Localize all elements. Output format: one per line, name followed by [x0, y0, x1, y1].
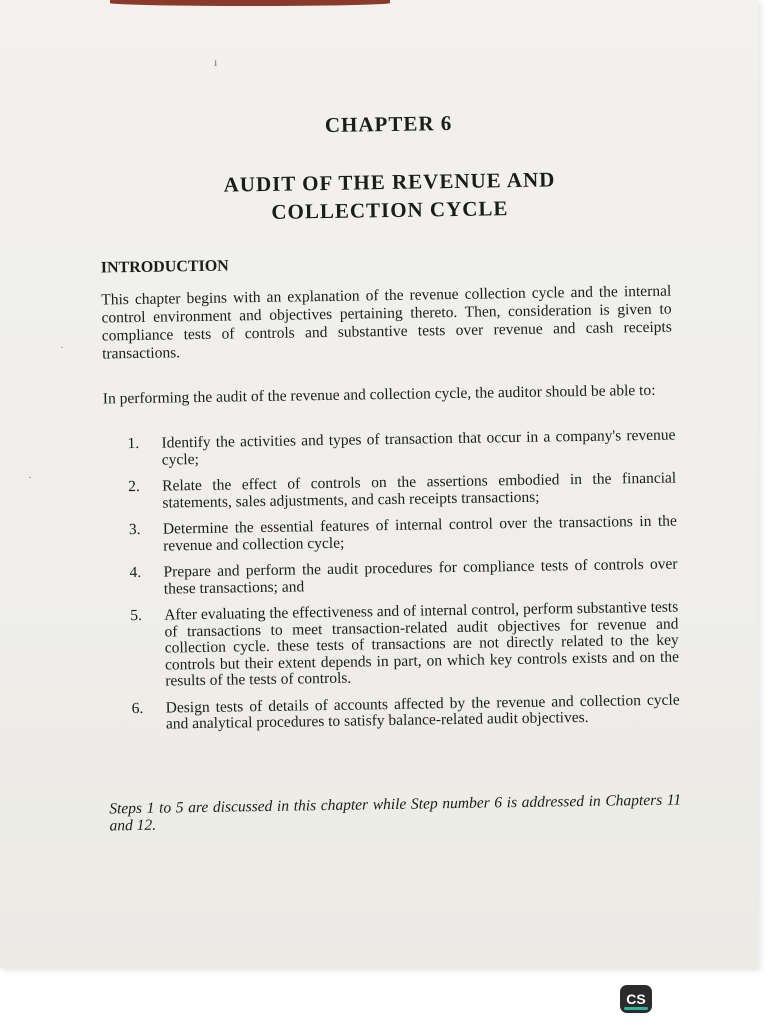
list-item-text: Relate the effect of controls on the assertions embodied in the financial statements, sales adjustments, and cash receipts transactions; [162, 469, 677, 512]
list-item-number: 1. [127, 434, 140, 453]
list-item-number: 2. [128, 477, 140, 496]
title-line-2: COLLECTION CYCLE [271, 196, 509, 224]
list-item-text: Determine the essential features of internal control over the transactions in the revenue and collection cycle; [162, 512, 677, 555]
list-item [132, 692, 680, 734]
objectives-list [127, 428, 680, 744]
steps-note: Steps 1 to 5 are discussed in this chapter while Step number 6 is addressed in Chapters 11 and 12. [109, 791, 682, 835]
list-item-number: 3. [128, 520, 141, 539]
list-item [128, 471, 676, 513]
section-heading: INTRODUCTION [100, 257, 229, 277]
logo-text: CS [626, 991, 646, 1007]
list-item-text: After evaluating the effectiveness and of internal control, perform substantive tests of transactions to meet transaction-related audit objectives for revenue and collection cycle. these tests of transactions are not directly related to the key controls but their extent depends in part, on which key controls exists and on the results of the tests of controls. [164, 598, 680, 690]
chapter-heading: CHAPTER 6 [324, 110, 453, 137]
speck: · [28, 470, 32, 484]
list-item-number: 5. [130, 606, 143, 625]
chapter-title [0, 162, 764, 230]
list-item [127, 428, 675, 470]
list-item-number: 4. [129, 563, 142, 582]
speck: ı [214, 55, 218, 69]
list-item-text: Prepare and perform the audit procedures for compliance tests of controls over these transactions; and [163, 555, 678, 598]
camscanner-logo [620, 985, 652, 1013]
list-item [129, 556, 677, 598]
speck: · [60, 340, 64, 354]
list-item [129, 514, 677, 556]
objectives-lead-paragraph: In performing the audit of the revenue and collection cycle, the auditor should be able to: [102, 381, 656, 408]
title-line-1: AUDIT OF THE REVENUE AND [223, 167, 556, 197]
list-item-text: Design tests of details of accounts affected by the revenue and collection cycle and analytical procedures to satisfy balance-related audit objectives. [165, 690, 680, 733]
intro-paragraph: This chapter begins with an explanation of the revenue collection cycle and the internal control environment and objectives pertaining thereto. Then, consideration is given to compliance tests of controls and substantive tests over revenue and cash receipts transactions. [101, 282, 672, 363]
list-item [130, 599, 679, 690]
list-item-text: Identify the activities and types of transaction that occur in a company's revenue cycle; [161, 426, 676, 469]
list-item-number: 6. [131, 699, 144, 717]
